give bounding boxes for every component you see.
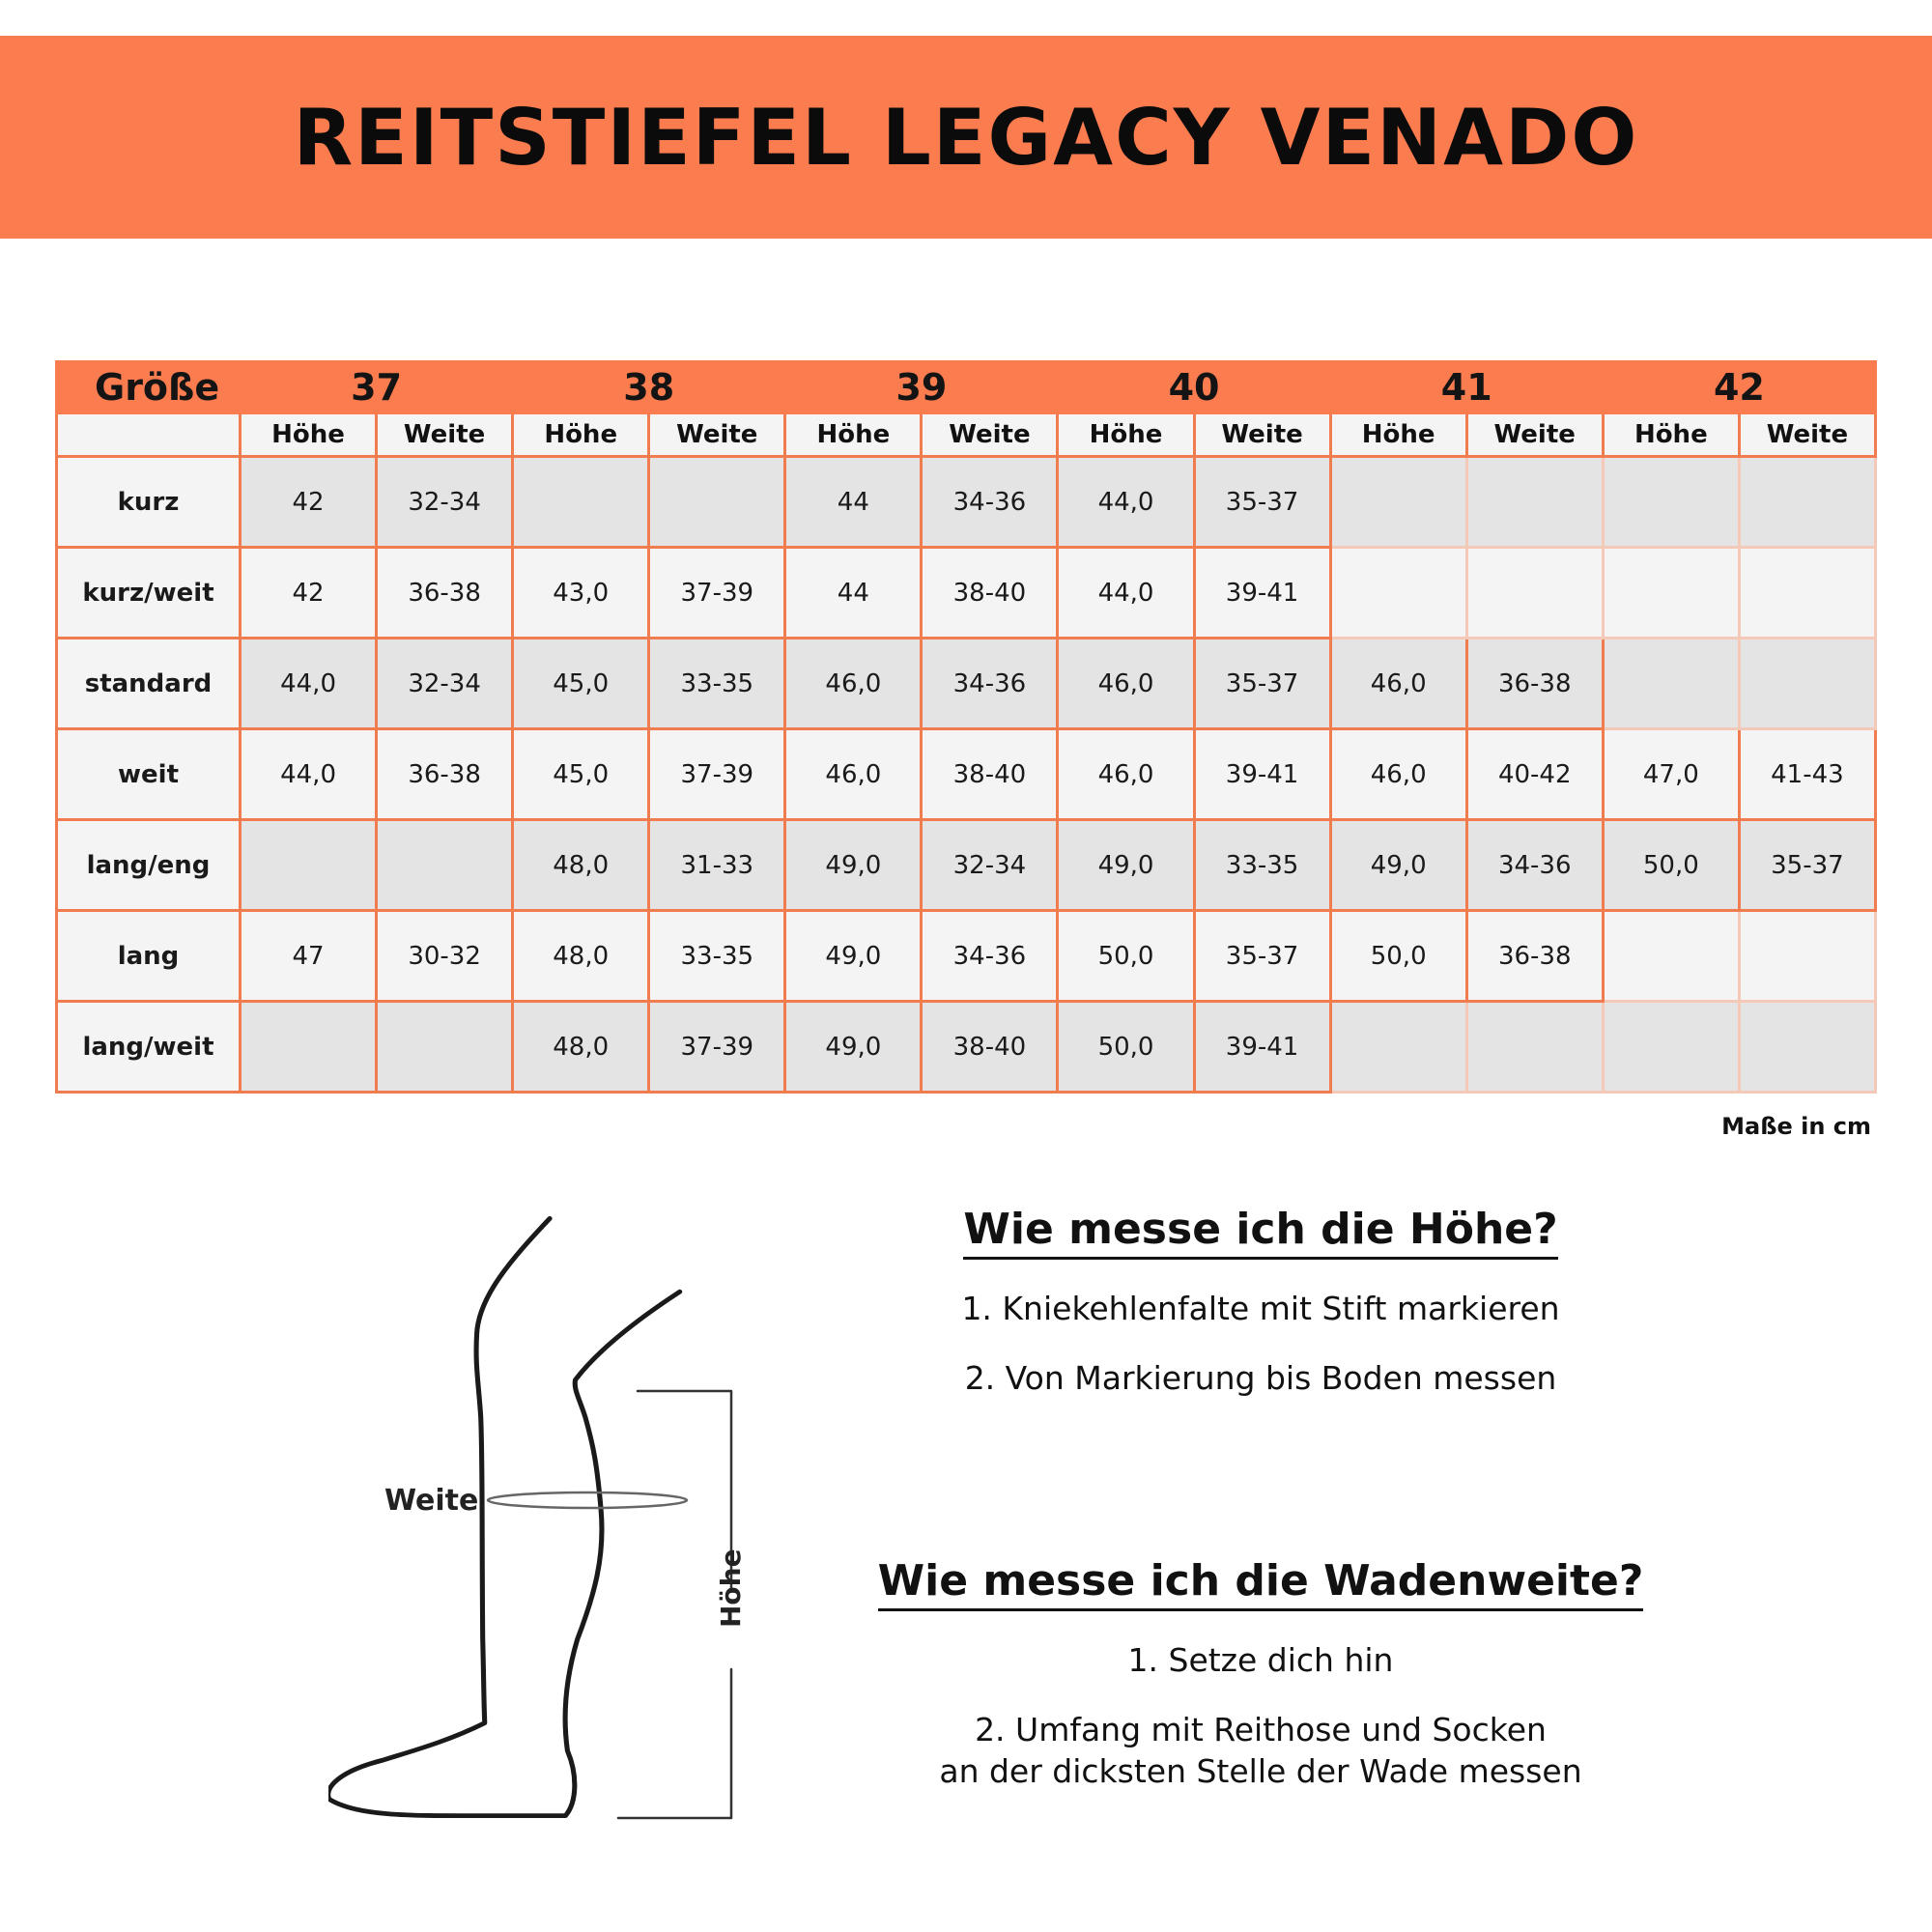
weite-cell <box>1739 457 1875 548</box>
column-header: Höhe <box>1058 413 1194 457</box>
weite-cell <box>1466 1002 1603 1093</box>
size-header: 39 <box>785 362 1058 413</box>
hoehe-cell: 49,0 <box>785 1002 922 1093</box>
table-row <box>57 457 1876 548</box>
hoehe-cell <box>241 820 377 911</box>
hoehe-cell: 42 <box>241 457 377 548</box>
hoehe-cell: 50,0 <box>1058 911 1194 1002</box>
weite-cell: 39-41 <box>1194 1002 1330 1093</box>
hoehe-step-2: 2. Von Markierung bis Boden messen <box>964 1359 1557 1398</box>
column-header: Weite <box>377 413 513 457</box>
weite-cell: 38-40 <box>922 548 1058 639</box>
title-banner <box>0 36 1932 239</box>
weite-cell: 40-42 <box>1466 729 1603 820</box>
weite-cell <box>649 457 785 548</box>
hoehe-cell <box>513 457 649 548</box>
weite-cell: 32-34 <box>377 639 513 729</box>
weite-cell: 36-38 <box>377 729 513 820</box>
table-body <box>57 457 1876 1093</box>
weite-cell <box>1466 457 1603 548</box>
weite-cell: 33-35 <box>1194 820 1330 911</box>
hoehe-cell <box>241 1002 377 1093</box>
weite-cell: 32-34 <box>922 820 1058 911</box>
hoehe-cell <box>1330 548 1466 639</box>
hoehe-cell: 47 <box>241 911 377 1002</box>
row-label: kurz/weit <box>57 548 241 639</box>
hoehe-step-1: 1. Kniekehlenfalte mit Stift markieren <box>961 1289 1560 1327</box>
hoehe-cell: 44,0 <box>241 639 377 729</box>
unit-note: Maße in cm <box>1721 1113 1871 1140</box>
boot-back-outline <box>328 1218 680 1815</box>
size-table <box>55 360 1877 1094</box>
row-label: standard <box>57 639 241 729</box>
weite-step-2-line-1: 2. Umfang mit Reithose und Socken <box>975 1711 1547 1749</box>
row-label: weit <box>57 729 241 820</box>
weite-cell <box>1466 548 1603 639</box>
column-header: Weite <box>1194 413 1330 457</box>
hoehe-cell: 44,0 <box>1058 457 1194 548</box>
weite-cell: 34-36 <box>922 639 1058 729</box>
hoehe-cell: 47,0 <box>1603 729 1739 820</box>
hoehe-cell: 46,0 <box>1330 729 1466 820</box>
hoehe-cell: 49,0 <box>785 911 922 1002</box>
hoehe-cell: 48,0 <box>513 911 649 1002</box>
weite-cell: 31-33 <box>649 820 785 911</box>
column-header: Höhe <box>1603 413 1739 457</box>
weite-cell: 36-38 <box>1466 639 1603 729</box>
row-label: kurz <box>57 457 241 548</box>
hoehe-cell: 46,0 <box>1330 639 1466 729</box>
weite-cell: 32-34 <box>377 457 513 548</box>
weite-cell <box>1739 1002 1875 1093</box>
table-row <box>57 1002 1876 1093</box>
size-header: 41 <box>1330 362 1603 413</box>
hoehe-cell <box>1603 457 1739 548</box>
weite-cell: 38-40 <box>922 1002 1058 1093</box>
hoehe-cell <box>1330 1002 1466 1093</box>
hoehe-cell: 48,0 <box>513 820 649 911</box>
weite-cell: 35-37 <box>1194 911 1330 1002</box>
hoehe-cell: 49,0 <box>1058 820 1194 911</box>
weite-heading: Wie messe ich die Wadenweite? <box>878 1557 1644 1611</box>
hoehe-cell <box>1603 548 1739 639</box>
hoehe-cell: 46,0 <box>1058 729 1194 820</box>
hoehe-cell: 49,0 <box>785 820 922 911</box>
size-header: 42 <box>1603 362 1875 413</box>
groesse-label: Größe <box>57 362 241 413</box>
empty-corner-cell <box>57 413 241 457</box>
hoehe-cell: 44 <box>785 548 922 639</box>
table-row <box>57 729 1876 820</box>
weite-cell: 39-41 <box>1194 729 1330 820</box>
hoehe-cell: 44,0 <box>241 729 377 820</box>
row-label: lang/eng <box>57 820 241 911</box>
hoehe-cell: 48,0 <box>513 1002 649 1093</box>
weite-step-2 <box>869 1710 1652 1793</box>
hoehe-cell: 46,0 <box>785 639 922 729</box>
weite-cell <box>377 1002 513 1093</box>
hoehe-cell: 49,0 <box>1330 820 1466 911</box>
column-header: Höhe <box>785 413 922 457</box>
weite-cell: 35-37 <box>1739 820 1875 911</box>
weite-cell: 35-37 <box>1194 457 1330 548</box>
size-header: 40 <box>1058 362 1330 413</box>
weite-label: Weite <box>384 1484 479 1518</box>
size-header-row <box>57 362 1876 413</box>
table-row <box>57 639 1876 729</box>
weite-cell: 30-32 <box>377 911 513 1002</box>
weite-measure-ellipse <box>488 1492 687 1508</box>
hoehe-cell: 45,0 <box>513 639 649 729</box>
weite-cell <box>1739 911 1875 1002</box>
hoehe-cell: 45,0 <box>513 729 649 820</box>
table-row <box>57 548 1876 639</box>
column-header: Weite <box>1466 413 1603 457</box>
hoehe-label: Höhe <box>715 1548 747 1628</box>
hoehe-cell: 44 <box>785 457 922 548</box>
weite-cell: 36-38 <box>377 548 513 639</box>
hoehe-cell: 44,0 <box>1058 548 1194 639</box>
hoehe-cell: 46,0 <box>1058 639 1194 729</box>
weite-cell <box>1739 548 1875 639</box>
hoehe-cell <box>1603 1002 1739 1093</box>
hoehe-cell: 50,0 <box>1058 1002 1194 1093</box>
weite-cell: 33-35 <box>649 639 785 729</box>
column-header: Weite <box>649 413 785 457</box>
hoehe-cell <box>1603 639 1739 729</box>
weite-cell: 34-36 <box>1466 820 1603 911</box>
weite-cell: 35-37 <box>1194 639 1330 729</box>
weite-cell <box>1739 639 1875 729</box>
page-title: REITSTIEFEL LEGACY VENADO <box>293 92 1639 183</box>
table-row <box>57 911 1876 1002</box>
weite-instructions <box>869 1557 1652 1793</box>
hoehe-cell: 42 <box>241 548 377 639</box>
weite-cell: 37-39 <box>649 1002 785 1093</box>
weite-cell: 36-38 <box>1466 911 1603 1002</box>
weite-cell: 37-39 <box>649 548 785 639</box>
column-header: Höhe <box>513 413 649 457</box>
weite-cell <box>377 820 513 911</box>
column-header: Weite <box>922 413 1058 457</box>
hoehe-cell: 50,0 <box>1603 820 1739 911</box>
table-row <box>57 820 1876 911</box>
weite-step-2-line-2: an der dicksten Stelle der Wade messen <box>939 1752 1582 1791</box>
hoehe-cell <box>1603 911 1739 1002</box>
weite-cell: 38-40 <box>922 729 1058 820</box>
hoehe-heading: Wie messe ich die Höhe? <box>963 1206 1557 1260</box>
weite-cell: 39-41 <box>1194 548 1330 639</box>
row-label: lang/weit <box>57 1002 241 1093</box>
row-label: lang <box>57 911 241 1002</box>
weite-cell: 41-43 <box>1739 729 1875 820</box>
column-header: Höhe <box>1330 413 1466 457</box>
size-header: 38 <box>513 362 785 413</box>
hoehe-cell: 46,0 <box>785 729 922 820</box>
weite-cell: 33-35 <box>649 911 785 1002</box>
weite-step-1: 1. Setze dich hin <box>1127 1640 1394 1679</box>
measure-header-row <box>57 413 1876 457</box>
column-header: Weite <box>1739 413 1875 457</box>
weite-cell: 37-39 <box>649 729 785 820</box>
hoehe-cell: 50,0 <box>1330 911 1466 1002</box>
hoehe-cell <box>1330 457 1466 548</box>
column-header: Höhe <box>241 413 377 457</box>
size-header: 37 <box>241 362 513 413</box>
hoehe-instructions <box>908 1206 1613 1400</box>
hoehe-cell: 43,0 <box>513 548 649 639</box>
weite-cell: 34-36 <box>922 911 1058 1002</box>
weite-cell: 34-36 <box>922 457 1058 548</box>
